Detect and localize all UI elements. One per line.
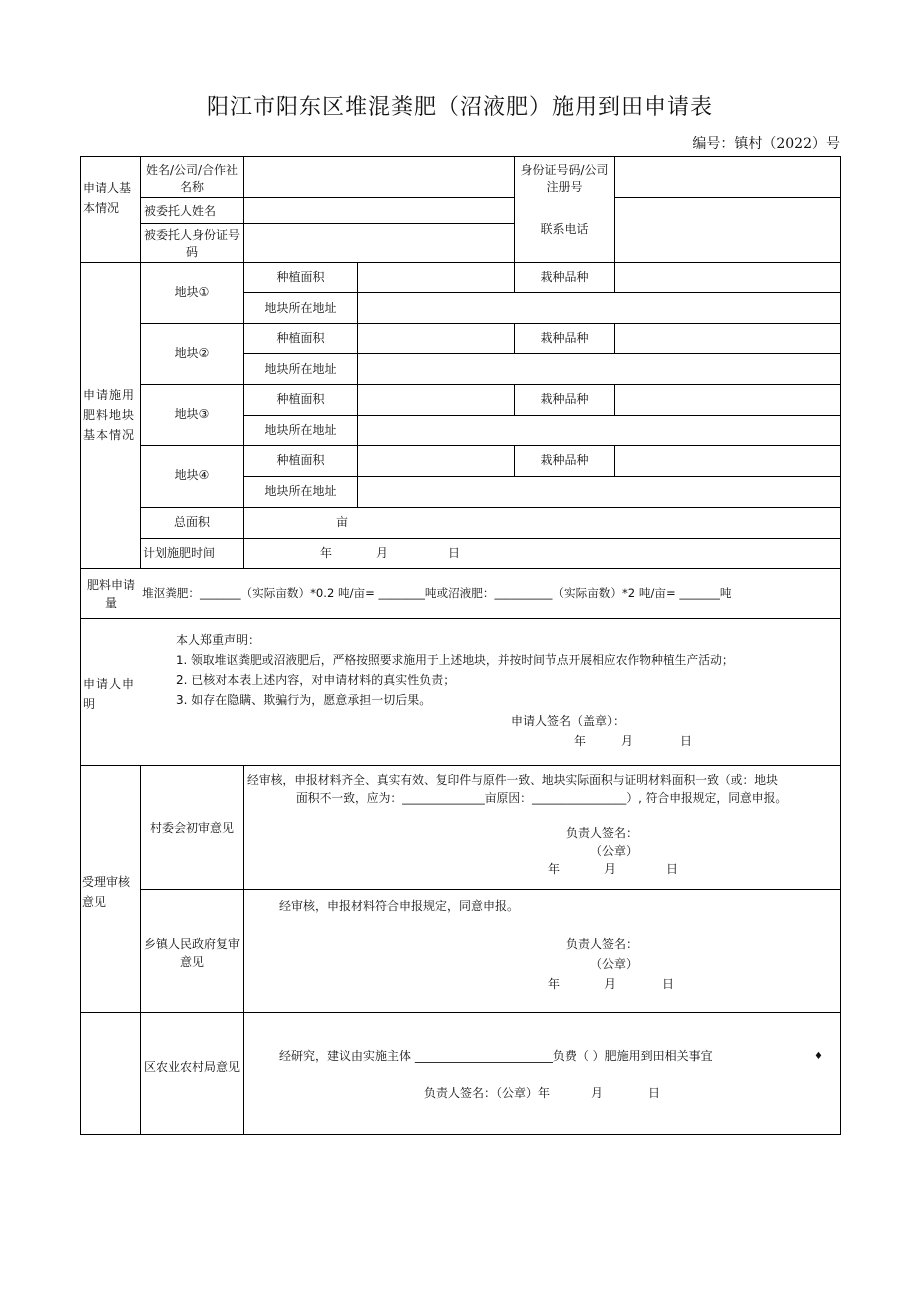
line <box>141 538 841 539</box>
line <box>243 353 841 354</box>
village-review-text-1: 经审核，申报材料齐全、真实有效、复印件与原件一致、地块实际面积与证明材料面积一致（或：地块 <box>247 773 778 787</box>
plot-1-crop-label: 栽种品种 <box>540 270 589 284</box>
line <box>141 384 841 385</box>
plot-3-area-label: 种植面积 <box>276 392 325 406</box>
district-signer-label: 负责人签名：（公章）年 <box>424 1086 551 1100</box>
line <box>80 262 841 263</box>
plot-2-label: 地块② <box>174 346 210 360</box>
line <box>80 156 81 1135</box>
declaration-year: 年 <box>574 734 587 748</box>
line <box>141 889 841 890</box>
planned-time-label: 计划施肥时间 <box>143 546 216 560</box>
form-title: 阳江市阳东区堆混粪肥（沼液肥）施用到田申请表 <box>206 95 713 120</box>
town-signer-label: 负责人签名： <box>566 937 639 951</box>
line <box>141 223 514 224</box>
agent-id-label: 被委托人身份证号码 <box>144 228 241 259</box>
line <box>614 262 615 293</box>
plot-4-address-label: 地块所在地址 <box>264 484 337 498</box>
total-area-unit: 亩 <box>336 515 349 529</box>
town-review-text: 经审核，申报材料符合申报规定，同意申报。 <box>279 899 520 913</box>
id-label: 身份证号码/公司注册号 <box>520 163 609 194</box>
review-section-label: 受理审核意见 <box>82 875 131 909</box>
planned-time-day: 日 <box>448 546 461 560</box>
village-signer-label: 负责人签名： <box>566 826 639 840</box>
line <box>243 156 244 262</box>
district-opinion-text: 经研究，建议由实施主体 _______________________负费（ ）肥施用到田相关事宜 <box>279 1049 713 1063</box>
line <box>141 507 841 508</box>
line <box>243 415 841 416</box>
village-review-label: 村委会初审意见 <box>149 821 234 835</box>
village-seal-label: （公章） <box>590 844 639 858</box>
line <box>243 476 841 477</box>
declaration-line-3: 3. 如存在隐瞒、欺骗行为，愿意承担一切后果。 <box>176 693 432 707</box>
district-day: 日 <box>648 1086 661 1100</box>
line <box>80 568 841 569</box>
town-month: 月 <box>604 977 617 991</box>
name-label: 姓名/公司/合作社名称 <box>145 163 239 194</box>
line <box>80 156 841 157</box>
town-day: 日 <box>662 977 675 991</box>
line <box>141 323 841 324</box>
line <box>357 262 358 507</box>
district-opinion-label: 区农业农村局意见 <box>143 1060 240 1074</box>
town-review-label: 乡镇人民政府复审意见 <box>143 937 240 969</box>
line <box>614 156 615 262</box>
agent-name-label: 被委托人姓名 <box>144 204 217 218</box>
declaration-intro: 本人郑重声明： <box>176 633 261 647</box>
plot-2-area-label: 种植面积 <box>276 331 325 345</box>
serial-number: 编号：镇村（2022）号 <box>692 136 840 152</box>
district-month: 月 <box>591 1086 604 1100</box>
fertilizer-formula: 堆沤粪肥：_______（实际亩数）*0.2 吨/亩= ________吨或沼液肥：__________（实际亩数）*2 吨/亩= _______吨 <box>142 586 732 600</box>
line <box>140 156 141 568</box>
town-year: 年 <box>548 977 561 991</box>
village-day: 日 <box>666 862 679 876</box>
plot-4-crop-label: 栽种品种 <box>540 453 589 467</box>
line <box>141 197 514 198</box>
line <box>80 618 841 619</box>
plot-1-area-label: 种植面积 <box>276 270 325 284</box>
plot-3-crop-label: 栽种品种 <box>540 392 589 406</box>
plot-3-address-label: 地块所在地址 <box>264 423 337 437</box>
declaration-label: 申请人申明 <box>83 677 136 711</box>
declaration-month: 月 <box>621 734 634 748</box>
line <box>614 197 841 198</box>
applicant-section-label: 申请人基本情况 <box>83 181 132 215</box>
phone-label: 联系电话 <box>540 222 589 236</box>
declaration-line-2: 2. 已核对本表上述内容，对申请材料的真实性负责； <box>176 673 456 687</box>
total-area-label: 总面积 <box>173 515 210 529</box>
plot-2-crop-label: 栽种品种 <box>540 331 589 345</box>
line <box>614 384 615 415</box>
plot-1-address-label: 地块所在地址 <box>264 301 337 315</box>
village-month: 月 <box>604 862 617 876</box>
planned-time-year: 年 <box>320 546 333 560</box>
line <box>141 445 841 446</box>
line <box>243 765 244 1135</box>
plot-3-label: 地块③ <box>174 407 210 421</box>
line <box>614 323 615 354</box>
line <box>243 292 841 293</box>
plots-section-label: 申请施用肥料地块基本情况 <box>83 388 136 442</box>
declaration-day: 日 <box>680 734 693 748</box>
applicant-signature-label: 申请人签名（盖章）： <box>511 714 626 728</box>
plot-4-area-label: 种植面积 <box>276 453 325 467</box>
line <box>614 445 615 476</box>
line <box>840 156 841 1135</box>
diamond-icon: ♦ <box>814 1051 823 1062</box>
plot-4-label: 地块④ <box>174 468 210 482</box>
declaration-line-1: 1. 领取堆讴粪肥或沼液肥后，严格按照要求施用于上述地块，并按时间节点开展相应农作物种植生产活动； <box>176 653 734 667</box>
line <box>80 765 841 766</box>
village-review-text-2: 面积不一致，应为：______________亩原因：________________）, 符合申报规定，同意申报。 <box>296 791 788 805</box>
line <box>80 1134 841 1135</box>
town-seal-label: （公章） <box>590 957 639 971</box>
line <box>80 1012 841 1013</box>
village-year: 年 <box>548 862 561 876</box>
planned-time-month: 月 <box>376 546 389 560</box>
plot-2-address-label: 地块所在地址 <box>264 362 337 376</box>
fertilizer-amount-label: 肥料申请量 <box>86 578 135 610</box>
plot-1-label: 地块① <box>174 285 210 299</box>
